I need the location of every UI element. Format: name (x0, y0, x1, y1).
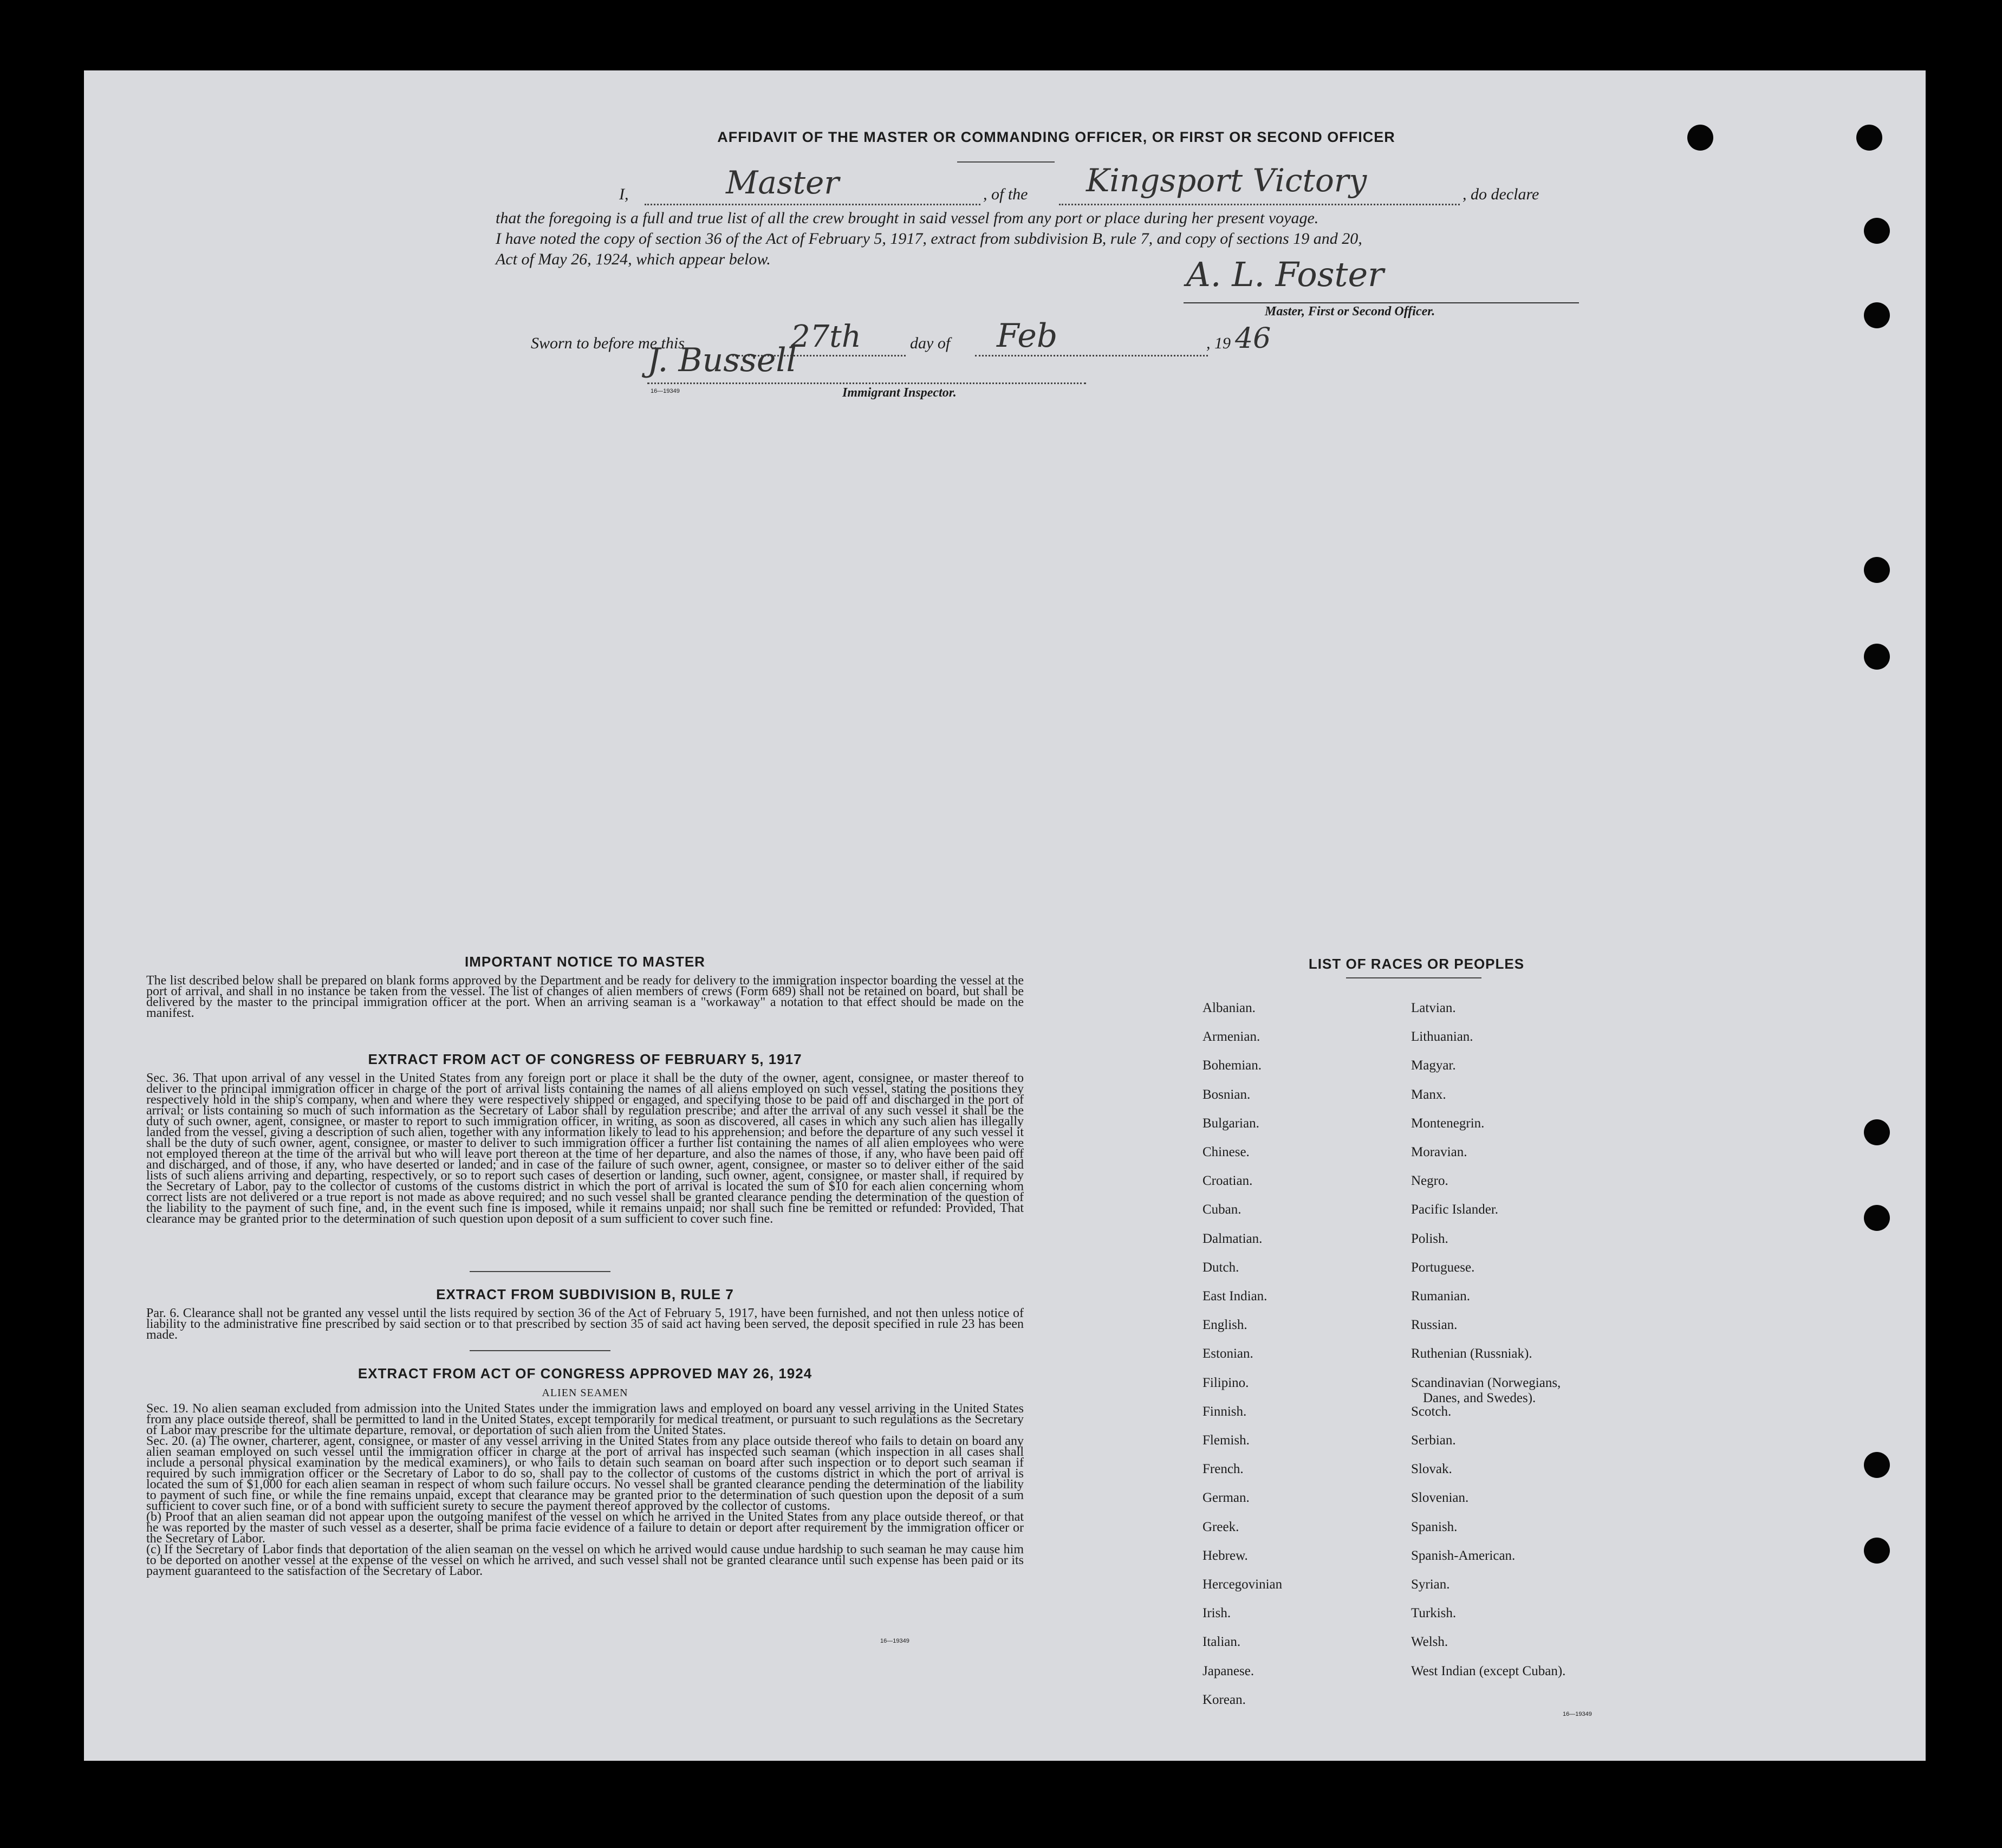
race-item: Armenian. (1202, 1029, 1260, 1045)
race-item: Latvian. (1411, 1001, 1456, 1015)
race-item: Bosnian. (1202, 1087, 1251, 1102)
race-item: Magyar. (1411, 1058, 1456, 1073)
title-divider (957, 161, 1055, 163)
race-item: Hebrew. (1202, 1548, 1248, 1563)
race-item: Spanish. (1411, 1519, 1458, 1534)
races-title: LIST OF RACES OR PEOPLES (1308, 956, 1525, 972)
race-item: Flemish. (1202, 1433, 1250, 1448)
race-item: Scandinavian (Norwegians, (1411, 1375, 1561, 1390)
punch-hole (1856, 125, 1882, 151)
race-item: Portuguese. (1411, 1260, 1475, 1275)
race-item: Dutch. (1202, 1260, 1239, 1275)
race-item: Danes, and Swedes). (1423, 1390, 1536, 1405)
race-item: Bohemian. (1202, 1058, 1262, 1073)
race-item: Korean. (1202, 1692, 1246, 1707)
race-item: Welsh. (1411, 1635, 1448, 1650)
races-form-number: 16—19349 (1563, 1711, 1592, 1717)
punch-hole (1864, 644, 1890, 670)
race-item: West Indian (except Cuban). (1411, 1663, 1566, 1678)
master-signature: A. L. Foster (1186, 255, 1384, 294)
notice-text: The list described below shall be prepared on blank forms approved by the Department and be ready for delivery to the immigration inspector boarding the vessel at the port of arrival, and shall in no instance be taken from the vessel. The list of changes of alien members of crews (Form 689) shall not be retained on board, but shall be delivered by the master to the principal immigration officer at the port. When an arriving seaman is a "workaway" a notation to that effect should be made on the manifest. (146, 974, 1024, 1020)
year-handwritten: 46 (1235, 322, 1271, 355)
race-item: Moravian. (1411, 1145, 1467, 1159)
inspector-signature: J. Bussell (647, 341, 797, 379)
punch-hole (1864, 302, 1890, 328)
race-item: Bulgarian. (1202, 1116, 1259, 1131)
extract-1924-title: EXTRACT FROM ACT OF CONGRESS APPROVED MAY 26, 1924 (358, 1365, 812, 1382)
name-handwritten: Master (726, 164, 840, 201)
punch-hole (1864, 557, 1890, 583)
race-item: Croatian. (1202, 1173, 1253, 1189)
race-item: Rumanian. (1411, 1289, 1471, 1304)
race-item: Japanese. (1202, 1663, 1254, 1678)
affidavit-form-number: 16—19349 (651, 388, 680, 394)
declaration-line-3: I have noted the copy of section 36 of the Act of February 5, 1917, extract from subdivision B, rule 7, and copy of sections 19 and 20, (496, 230, 1362, 248)
race-item: Greek. (1202, 1519, 1239, 1534)
race-item: Serbian. (1411, 1433, 1456, 1448)
punch-hole (1864, 1452, 1890, 1478)
notice-title: IMPORTANT NOTICE TO MASTER (465, 954, 705, 970)
race-item: Chinese. (1202, 1145, 1250, 1159)
master-signature-line (1184, 302, 1579, 303)
vessel-handwritten: Kingsport Victory (1086, 162, 1367, 199)
document-page (84, 70, 1926, 1761)
i-label: I, (619, 185, 629, 203)
race-item: German. (1202, 1490, 1250, 1506)
punch-hole (1864, 218, 1890, 244)
punch-hole (1687, 125, 1713, 151)
affidavit-title: AFFIDAVIT OF THE MASTER OR COMMANDING OFFICER, OR FIRST OR SECOND OFFICER (717, 129, 1395, 145)
month-handwritten: Feb (997, 317, 1058, 355)
race-item: East Indian. (1202, 1289, 1268, 1304)
declare-label: , do declare (1462, 185, 1539, 203)
section-divider (470, 1271, 610, 1272)
race-item: English. (1202, 1318, 1247, 1333)
race-item: Spanish-American. (1411, 1548, 1516, 1563)
race-item: Finnish. (1202, 1404, 1247, 1419)
day-of-label: day of (910, 334, 951, 352)
inspector-caption: Immigrant Inspector. (842, 386, 957, 400)
race-item: Negro. (1411, 1173, 1448, 1189)
race-item: Albanian. (1202, 1001, 1256, 1015)
punch-hole (1864, 1538, 1890, 1564)
year-prefix: , 19 (1206, 334, 1231, 352)
extract-1917-title: EXTRACT FROM ACT OF CONGRESS OF FEBRUARY 5, 1917 (368, 1051, 802, 1067)
punch-hole (1864, 1205, 1890, 1231)
race-item: Hercegovinian (1202, 1577, 1283, 1592)
race-item: Polish. (1411, 1231, 1448, 1246)
day-handwritten: 27th (791, 319, 861, 354)
race-item: Syrian. (1411, 1577, 1450, 1592)
race-item: Ruthenian (Russniak). (1411, 1346, 1532, 1361)
sec-20a-text: Sec. 20. (a) The owner, charterer, agent, consignee, or master of any vessel arriving in the United States from any place outside thereof who fails to detain on board any alien seaman employed on such vessel until the immigration officer in charge at the port of arrival has inspected such seaman (which inspection in all cases shall include a personal physical examination by the medical examiners), or who fails to detain such seaman on board after such inspection or to deport such seaman if required by such immigration officer or the Secretary of Labor to do so, shall pay to the collector of customs of the customs district in which the port of arrival is located the sum of $1,000 for each alien seaman in respect of whom such failure occurs. No vessel shall be granted clearance pending the determination of the liability to payment of such fine, or while the fine remains unpaid, except that clearance may be granted prior to the determination of such question upon the deposit of a sum sufficient to cover such fine, or of a bond with sufficient surety to secure the payment thereof approved by the collector of customs. (146, 1434, 1024, 1513)
race-item: French. (1202, 1462, 1244, 1477)
race-item: Scotch. (1411, 1404, 1452, 1419)
master-signature-caption: Master, First or Second Officer. (1265, 304, 1435, 319)
subdivision-b-title: EXTRACT FROM SUBDIVISION B, RULE 7 (436, 1286, 734, 1302)
race-item: Manx. (1411, 1087, 1446, 1102)
race-item: Estonian. (1202, 1346, 1253, 1361)
race-item: Dalmatian. (1202, 1231, 1263, 1246)
race-item: Turkish. (1411, 1606, 1457, 1621)
sworn-label: Sworn to before me this (531, 334, 685, 352)
declaration-line-4: Act of May 26, 1924, which appear below. (496, 250, 771, 268)
sec-20c-text: (c) If the Secretary of Labor finds that deportation of the alien seaman on the vessel on which he arrived would cause undue hardship to such seaman he may cause him to be deported on another vessel at the expense of the vessel on which he arrived, and such vessel shall not be granted clearance until such expense has been paid or its payment guaranteed to the satisfaction of the Secretary of Labor. (146, 1542, 1024, 1578)
race-item: Cuban. (1202, 1202, 1242, 1217)
sec-20b-text: (b) Proof that an alien seaman did not appear upon the outgoing manifest of the vessel on which he arrived in the United States from any place outside thereof, or that he was reported by the master of such vessel as a deserter, shall be prima facie evidence of a failure to detain or deport after requirement by the immigration officer or the Secretary of Labor. (146, 1510, 1024, 1546)
race-item: Russian. (1411, 1318, 1458, 1333)
race-item: Pacific Islander. (1411, 1202, 1499, 1217)
race-item: Montenegrin. (1411, 1116, 1485, 1131)
alien-seamen-subtitle: ALIEN SEAMEN (542, 1387, 628, 1399)
affidavit-declaration (496, 162, 1633, 270)
race-item: Irish. (1202, 1606, 1231, 1621)
race-item: Slovak. (1411, 1462, 1452, 1477)
sec-19-text: Sec. 19. No alien seaman excluded from admission into the United States under the immigration laws and employed on board any vessel arriving in the United States from any place outside thereof, shall be permitted to land in the United States, except temporarily for medical treatment, or pursuant to such regulations as the Secretary of Labor may prescribe for the ultimate departure, removal, or deportation of such alien from the United States. (146, 1402, 1024, 1437)
punch-hole (1864, 1119, 1890, 1145)
inspector-signature-line (647, 382, 1086, 384)
of-the-label: , of the (983, 185, 1028, 203)
extract-form-number: 16—19349 (880, 1638, 909, 1644)
race-item: Slovenian. (1411, 1490, 1469, 1506)
section-divider (470, 1350, 610, 1351)
name-field-line (645, 204, 980, 205)
extract-1924-body (146, 1403, 1024, 1577)
month-field-line (975, 355, 1208, 356)
subdivision-b-text: Par. 6. Clearance shall not be granted any vessel until the lists required by section 36 of the Act of February 5, 1917, have been furnished, and not then unless notice of liability to the administrative fine prescribed by said section or to that prescribed by section 35 of said act having been served, the deposit specified in rule 23 has been made. (146, 1306, 1024, 1342)
race-item: Italian. (1202, 1635, 1241, 1650)
race-item: Lithuanian. (1411, 1029, 1473, 1045)
vessel-field-line (1059, 204, 1460, 205)
declaration-line-2: that the foregoing is a full and true list of all the crew brought in said vessel from any port or place during her present voyage. (496, 209, 1319, 227)
races-divider (1346, 977, 1481, 978)
extract-1917-text: Sec. 36. That upon arrival of any vessel in the United States from any foreign port or place it shall be the duty of the owner, agent, consignee, or master thereof to deliver to the principal immigration officer in charge of the port of arrival lists containing the names of all aliens employed on such vessel, stating the positions they respectively hold in the ship's company, when and where they were respectively shipped or engaged, and specifying those to be paid off and discharged in the port of arrival; or lists containing so much of such information as the Secretary of Labor shall by regulation prescribe; and after the arrival of any such vessel it shall be the duty of such owner, agent, consignee, or master to report to such immigration officer, in writing, as soon as discovered, all cases in which any such alien has illegally landed from the vessel, giving a description of such alien, together with any information likely to lead to his apprehension; and before the departure of any such vessel it shall be the duty of such owner, agent, consignee, or master to deliver to such immigration officer a further list containing the names of all alien employees who were not employed thereon at the time of the arrival but who will leave port thereon at the time of her departure, and also the names of those, if any, who have been paid off and discharged, and of those, if any, who have deserted or landed; and in case of the failure of such owner, agent, consignee, or master so to deliver either of the said lists of such aliens arriving and departing, respectively, or so to report such cases of desertion or landing, such owner, agent, consignee, or master shall, if required by the Secretary of Labor, pay to the collector of customs of the customs district in which the port of arrival is located the sum of $10 for each alien concerning whom correct lists are not delivered or a true report is not made as above required; and no such vessel shall be granted clearance pending the determination of the question of the liability to the payment of such fine, and, in the event such fine is imposed, while it remains unpaid; nor shall such fine be remitted or refunded: Provided, That clearance may be granted prior to the determination of such question upon deposit of a sum sufficient to cover such fine. (146, 1071, 1024, 1226)
race-item: Filipino. (1202, 1375, 1249, 1390)
